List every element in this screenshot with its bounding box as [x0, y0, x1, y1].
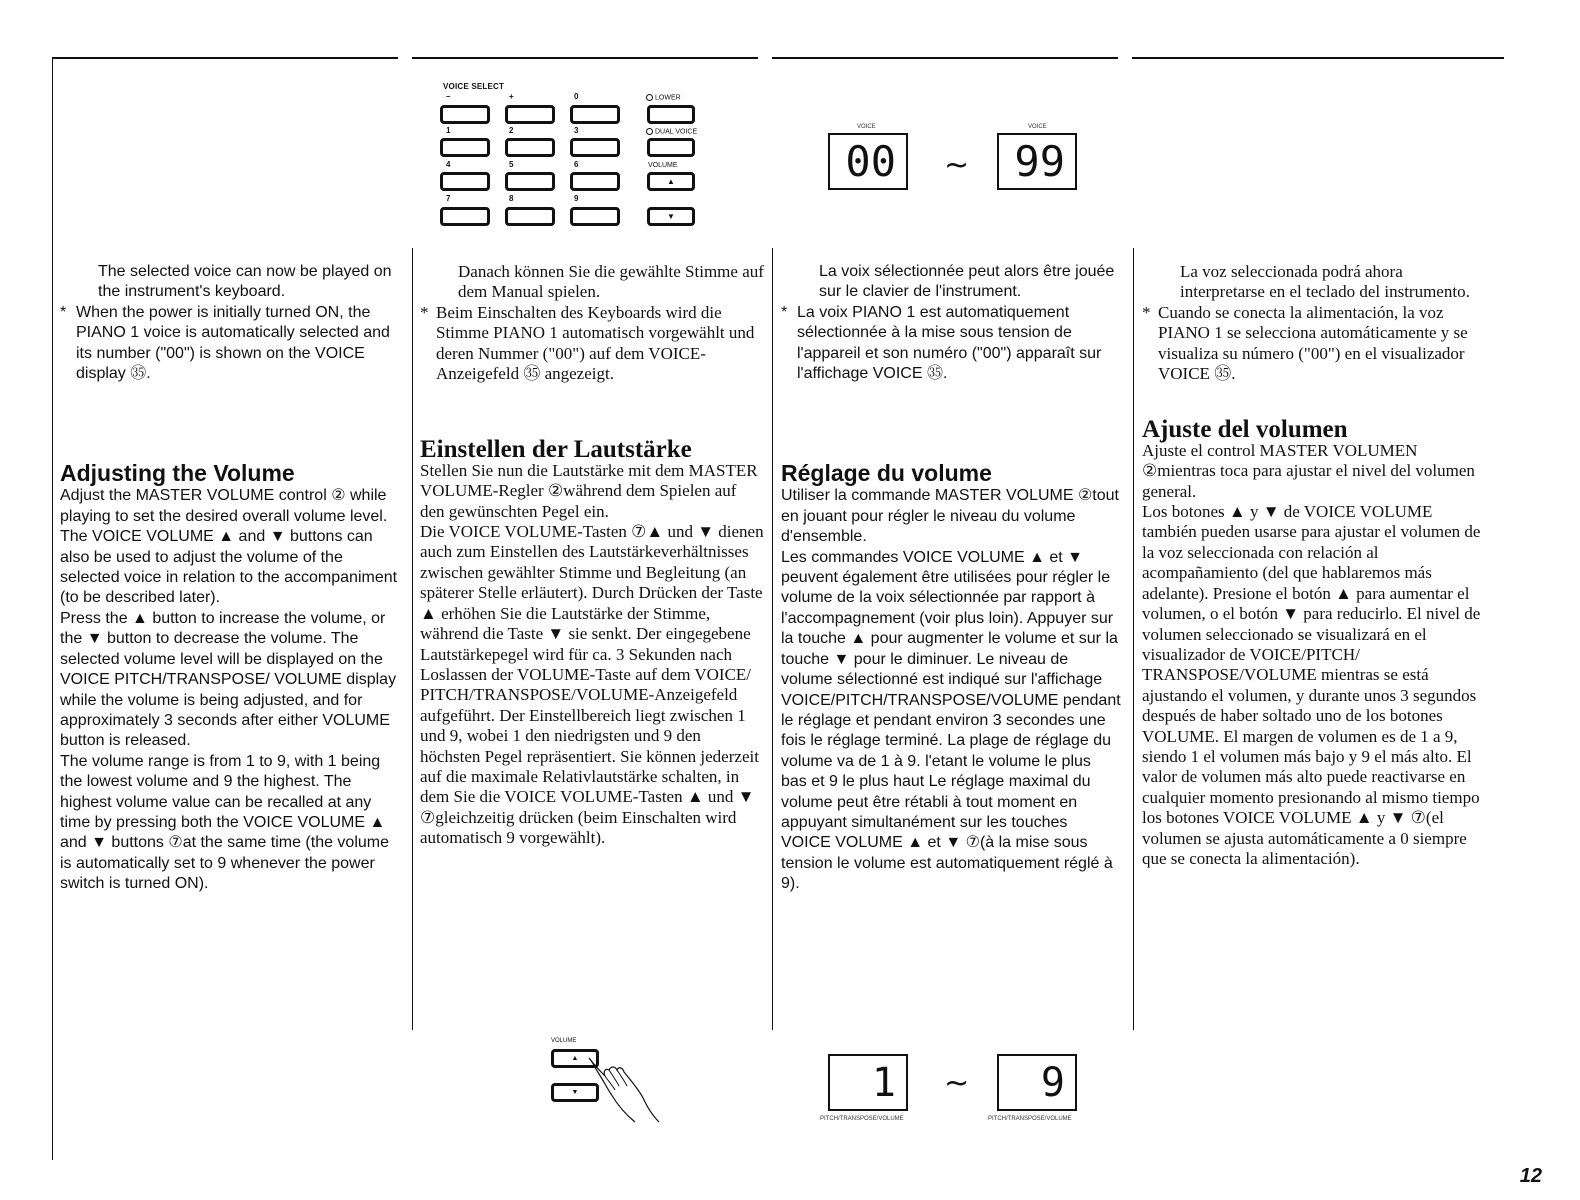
- page-number: 12: [1519, 1165, 1542, 1187]
- voice-display-99: 99: [997, 133, 1077, 190]
- key-label-3: 3: [574, 126, 579, 135]
- voice-volume-down-button[interactable]: [647, 207, 695, 226]
- french-note: * La voix PIANO 1 est automatiquement sélectionnée à la mise sous tension de l'appareil et son numéro ("00") apparaît sur l'affichage VOICE ㉟.: [781, 303, 1121, 385]
- voice-key-plus[interactable]: [505, 105, 555, 124]
- voice-volume-up-button[interactable]: [647, 172, 695, 191]
- volume-display-caption-right: PITCH/TRANSPOSE/VOLUME: [988, 1116, 1072, 1122]
- key-label-5: 5: [509, 160, 514, 169]
- volume-range-tilde-icon: ~: [944, 1066, 970, 1101]
- top-rule-1: [52, 57, 398, 59]
- top-rule-2: [412, 57, 758, 59]
- column-spanish: [1142, 262, 1487, 869]
- dual-voice-button[interactable]: [647, 138, 695, 157]
- german-p1: Stellen Sie nun die Lautstärke mit dem MASTER VOLUME-Regler ②während dem Spielen auf den gewünschten Pegel ein.: [420, 460, 758, 521]
- spanish-p2: Los botones ▲ y ▼ de VOICE VOLUME también pueden usarse para ajustar el volumen de la voz seleccionada con relación al acompañamiento (del que hablaremos más adelante). Presione el botón ▲ para aumentar el volumen, o el botón ▼ para reducirlo. El nivel de volumen seleccionado se visualizará en el visualizador de VOICE/PITCH/ TRANSPOSE/VOLUME mientras se está ajustando el volumen, y durante unos 3 segundos después de haber soltado uno de los botones VOLUME. El margen de volumen es de 1 a 9, siendo 1 el volumen más bajo y 9 el más alto. El valor de volumen más alto puede reactivarse en cualquier momento presionando al mismo tiempo los botones VOICE VOLUME ▲ y ▼ ⑦(el volumen se ajusta automáticamente a 0 siempre que se conecta la alimentación).: [1142, 502, 1481, 868]
- english-heading: Adjusting the Volume: [60, 460, 295, 487]
- key-label-0: 0: [574, 92, 579, 101]
- voice-key-2[interactable]: [505, 138, 555, 157]
- key-label-7: 7: [446, 194, 451, 203]
- english-p2: The VOICE VOLUME ▲ and ▼ buttons can also be used to adjust the volume of the selected voice in relation to the accompaniment (to be described later).: [60, 528, 398, 607]
- german-intro: Danach können Sie die gewählte Stimme auf dem Manual spielen.: [458, 262, 764, 302]
- volume-label: VOLUME: [648, 162, 678, 169]
- voice-select-panel: [436, 80, 716, 230]
- voice-key-6[interactable]: [570, 172, 620, 191]
- voice-key-3[interactable]: [570, 138, 620, 157]
- column-divider-2: [772, 248, 773, 1030]
- english-intro: The selected voice can now be played on the instrument's keyboard.: [98, 263, 392, 301]
- french-p2: Les commandes VOICE VOLUME ▲ et ▼ peuvent également être utilisées pour régler le volume de la voix sélectionnée par rapport à l'accompagnement (voir plus loin). Appuyer sur la touche ▲ pour augmenter le volume et sur la touche ▼ pour le diminuer. Le niveau de volume sélectionné est indiqué sur l'affichage VOICE/PITCH/TRANSPOSE/VOLUME pendant le réglage et pendant environ 3 secondes une fois le réglage terminé. La plage de réglage du volume va de 1 à 9. l'etant le volume le plus bas et 9 le plus haut Le réglage maximal du volume peut être rétabli à tout moment en appuyant simultanément sur les touches VOICE VOLUME ▲ et ▼ ⑦(à la mise sous tension le volume est automatiquement réglé à 9).: [781, 548, 1121, 893]
- dual-voice-lamp-icon: [646, 128, 653, 135]
- column-french: [781, 262, 1121, 895]
- voice-select-title: VOICE SELECT: [443, 82, 505, 91]
- key-label-2: 2: [509, 126, 514, 135]
- key-label-4: 4: [446, 160, 451, 169]
- key-label-9: 9: [574, 194, 579, 203]
- voice-key-1[interactable]: [440, 138, 490, 157]
- lower-label: LOWER: [646, 94, 681, 101]
- spanish-note: * Cuando se conecta la alimentación, la voz PIANO 1 se selecciona automáticamente y se visualiza su número ("00") en el visualizador VOICE ㉟.: [1142, 303, 1487, 385]
- voice-key-0[interactable]: [570, 105, 620, 124]
- left-frame-line: [52, 57, 53, 1160]
- english-p4: The volume range is from 1 to 9, with 1 being the lowest volume and 9 the highest. The highest volume value can be recalled at any time by pressing both the VOICE VOLUME ▲ and ▼ buttons ⑦at the same time (the volume is automatically set to 9 whenever the power switch is turned ON).: [60, 752, 390, 893]
- volume-buttons-illustration: [545, 1038, 675, 1128]
- lower-lamp-icon: [646, 94, 653, 101]
- voice-key-5[interactable]: [505, 172, 555, 191]
- voice-display-00: 00: [828, 133, 908, 190]
- column-german: [420, 262, 765, 849]
- key-label-1: 1: [446, 126, 451, 135]
- french-intro: La voix sélectionnée peut alors être jouée sur le clavier de l'instrument.: [819, 263, 1115, 301]
- pressing-hand-icon: [545, 1038, 675, 1128]
- volume-down-icon: ▼: [667, 212, 675, 221]
- spanish-intro: La voz seleccionada podrá ahora interpretarse en el teclado del instrumento.: [1180, 262, 1470, 302]
- english-p1: Adjust the MASTER VOLUME control ② while playing to set the desired overall volume level.: [60, 487, 388, 525]
- volume-panel-label: VOLUME: [551, 1038, 577, 1044]
- column-english: [60, 262, 400, 895]
- top-rule-3: [772, 57, 1118, 59]
- column-divider-3: [1133, 248, 1134, 1030]
- voice-key-4[interactable]: [440, 172, 490, 191]
- key-label-plus: +: [509, 92, 514, 101]
- volume-up-icon: ▲: [667, 177, 675, 186]
- french-p1: Utiliser la commande MASTER VOLUME ②tout en jouant pour régler le niveau du volume d'ensemble.: [781, 487, 1119, 546]
- german-p2: Die VOICE VOLUME-Tasten ⑦▲ und ▼ dienen auch zum Einstellen des Lautstärkeverhältnisses zwischen gewählter Stimme und Begleitung (an späterer Stelle erläutert). Durch Drücken der Taste ▲ erhöhen Sie die Lautstärke der Stimme, während die Taste ▼ sie senkt. Der eingegebene Lautstärkepegel wird für ca. 3 Sekunden nach Loslassen der VOLUME-Taste auf dem VOICE/ PITCH/TRANSPOSE/VOLUME-Anzeigefeld aufgeführt. Der Einstellbereich liegt zwischen 1 und 9, wobei 1 den niedrigsten und 9 den höchsten Pegel repräsentiert. Sie können jederzeit auf die maximale Relativlautstärke schalten, in dem Sie die VOICE VOLUME-Tasten ▲ und ▼ ⑦gleichzeitig drücken (beim Einschalten wird automatisch 9 vorgewählt).: [420, 522, 764, 848]
- lower-button[interactable]: [647, 105, 695, 124]
- french-heading: Réglage du volume: [781, 460, 992, 487]
- voice-key-8[interactable]: [505, 207, 555, 226]
- voice-display-caption-right: VOICE: [1028, 124, 1047, 130]
- range-tilde-icon: ~: [944, 148, 970, 183]
- english-p3: Press the ▲ button to increase the volume, or the ▼ button to decrease the volume. The selected volume level will be displayed on the VOICE PITCH/TRANSPOSE/ VOLUME display while the volume is being adjusted, and for approximately 3 seconds after either VOLUME button is released.: [60, 609, 397, 750]
- column-divider-1: [412, 248, 413, 1030]
- german-note: * Beim Einschalten des Keyboards wird die Stimme PIANO 1 automatisch vorgewählt und deren Nummer ("00") auf dem VOICE-Anzeigefeld ㉟ angezeigt.: [420, 303, 765, 385]
- key-label-6: 6: [574, 160, 579, 169]
- volume-display-caption-left: PITCH/TRANSPOSE/VOLUME: [820, 1116, 904, 1122]
- volume-up-arrow-icon: ▲: [571, 1055, 579, 1062]
- spanish-heading: Ajuste del volumen: [1142, 416, 1348, 444]
- german-heading: Einstellen der Lautstärke: [420, 436, 692, 464]
- voice-key-7[interactable]: [440, 207, 490, 226]
- voice-key-9[interactable]: [570, 207, 620, 226]
- voice-key-minus[interactable]: [440, 105, 490, 124]
- volume-display-1: 1: [828, 1054, 908, 1111]
- spanish-p1: Ajuste el control MASTER VOLUMEN ②mientras toca para ajustar el nivel del volumen general.: [1142, 440, 1475, 501]
- voice-display-caption-left: VOICE: [857, 124, 876, 130]
- dual-voice-label: DUAL VOICE: [646, 128, 697, 135]
- key-label-minus: –: [446, 92, 451, 101]
- volume-display-9: 9: [997, 1054, 1077, 1111]
- volume-down-arrow-icon: ▼: [571, 1089, 579, 1096]
- key-label-8: 8: [509, 194, 514, 203]
- top-rule-4: [1132, 57, 1504, 59]
- english-note: * When the power is initially turned ON, the PIANO 1 voice is automatically selected and its number ("00") is shown on the VOICE display ㉟.: [60, 303, 400, 385]
